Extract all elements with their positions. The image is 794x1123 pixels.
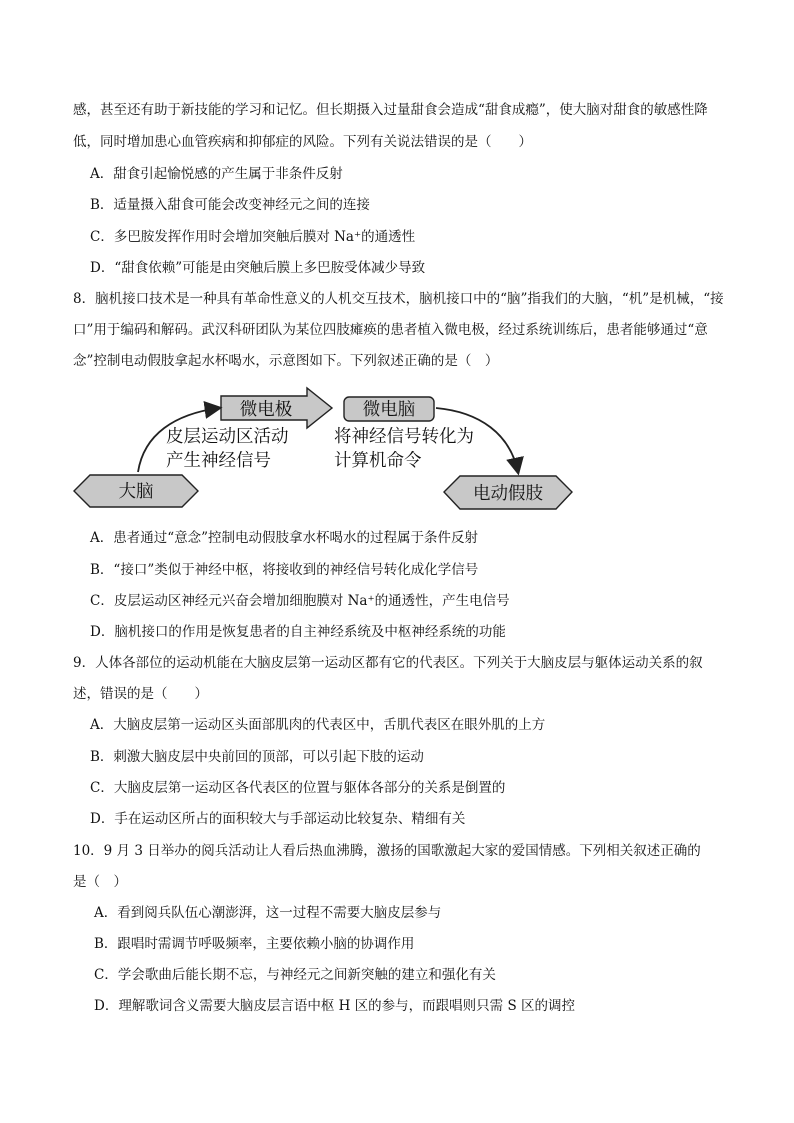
q8-stem-line-2: 口”用于编码和解码。武汉科研团队为某位四肢瘫痪的患者植入微电极，经过系统训练后，患者能够通过“意: [73, 322, 708, 338]
brain-computer-interface-diagram: [70, 384, 580, 524]
q7-option-d: D．“甜食依赖”可能是由突触后膜上多巴胺受体减少导致: [90, 260, 426, 276]
q8-stem-line-3: 念”控制电动假肢拿起水杯喝水，示意图如下。下列叙述正确的是（ ）: [73, 353, 499, 369]
q7-option-b: B．适量摄入甜食可能会改变神经元之间的连接: [90, 197, 370, 213]
q9-option-b: B．刺激大脑皮层中央前回的顶部，可以引起下肢的运动: [90, 749, 424, 765]
q8-option-c: C．皮层运动区神经元兴奋会增加细胞膜对 Na⁺的通透性，产生电信号: [90, 593, 510, 609]
right-annotation-line-1: 将神经信号转化为: [334, 427, 474, 447]
q8-option-d: D．脑机接口的作用是恢复患者的自主神经系统及中枢神经系统的功能: [90, 624, 506, 640]
q10-option-b: B．跟唱时需调节呼吸频率，主要依赖小脑的协调作用: [94, 936, 415, 952]
q8-stem-line-1: 8．脑机接口技术是一种具有革命性意义的人机交互技术，脑机接口中的“脑”指我们的大脑，“机”是机械，“接: [73, 291, 724, 307]
q8-option-a: A．患者通过“意念”控制电动假肢拿水杯喝水的过程属于条件反射: [90, 530, 479, 546]
q9-stem-line-2: 述，错误的是（ ）: [73, 686, 208, 702]
q7-option-a: A．甜食引起愉悦感的产生属于非条件反射: [90, 166, 343, 182]
q10-stem-line-2: 是（ ）: [73, 874, 127, 890]
q10-option-c: C．学会歌曲后能长期不忘，与神经元之间新突触的建立和强化有关: [94, 967, 496, 983]
q10-stem-line-1: 10．9 月 3 日举办的阅兵活动让人看后热血沸腾，激扬的国歌激起大家的爱国情感。下列相关叙述正确的: [73, 843, 701, 859]
microelectrode-label: 微电极: [239, 400, 293, 420]
q7-intro-line-1: 感，甚至还有助于新技能的学习和记忆。但长期摄入过量甜食会造成“甜食成瘾”，使大脑对甜食的敏感性降: [73, 102, 708, 118]
microcomputer-label: 微电脑: [362, 400, 416, 420]
q9-option-d: D．手在运动区所占的面积较大与手部运动比较复杂、精细有关: [90, 811, 466, 827]
left-annotation-line-2: 产生神经信号: [166, 451, 271, 471]
q10-option-d: D．理解歌词含义需要大脑皮层言语中枢 H 区的参与，而跟唱则只需 S 区的调控: [94, 998, 576, 1014]
q9-option-a: A．大脑皮层第一运动区头面部肌肉的代表区中，舌肌代表区在眼外肌的上方: [90, 717, 546, 733]
q9-option-c: C．大脑皮层第一运动区各代表区的位置与躯体各部分的关系是倒置的: [90, 780, 506, 796]
right-annotation-line-2: 计算机命令: [334, 451, 422, 471]
q7-intro-line-2: 低，同时增加患心血管疾病和抑郁症的风险。下列有关说法错误的是（ ）: [73, 134, 532, 150]
q10-option-a: A．看到阅兵队伍心潮澎湃，这一过程不需要大脑皮层参与: [94, 905, 442, 921]
q9-stem-line-1: 9．人体各部位的运动机能在大脑皮层第一运动区都有它的代表区。下列关于大脑皮层与躯体运动关系的叙: [73, 655, 703, 671]
brain-label: 大脑: [118, 482, 154, 502]
q7-option-c: C．多巴胺发挥作用时会增加突触后膜对 Na⁺的通透性: [90, 229, 416, 245]
prosthesis-label: 电动假肢: [473, 484, 543, 504]
left-annotation-line-1: 皮层运动区活动: [166, 427, 289, 447]
q8-option-b: B．“接口”类似于神经中枢，将接收到的神经信号转化成化学信号: [90, 562, 479, 578]
